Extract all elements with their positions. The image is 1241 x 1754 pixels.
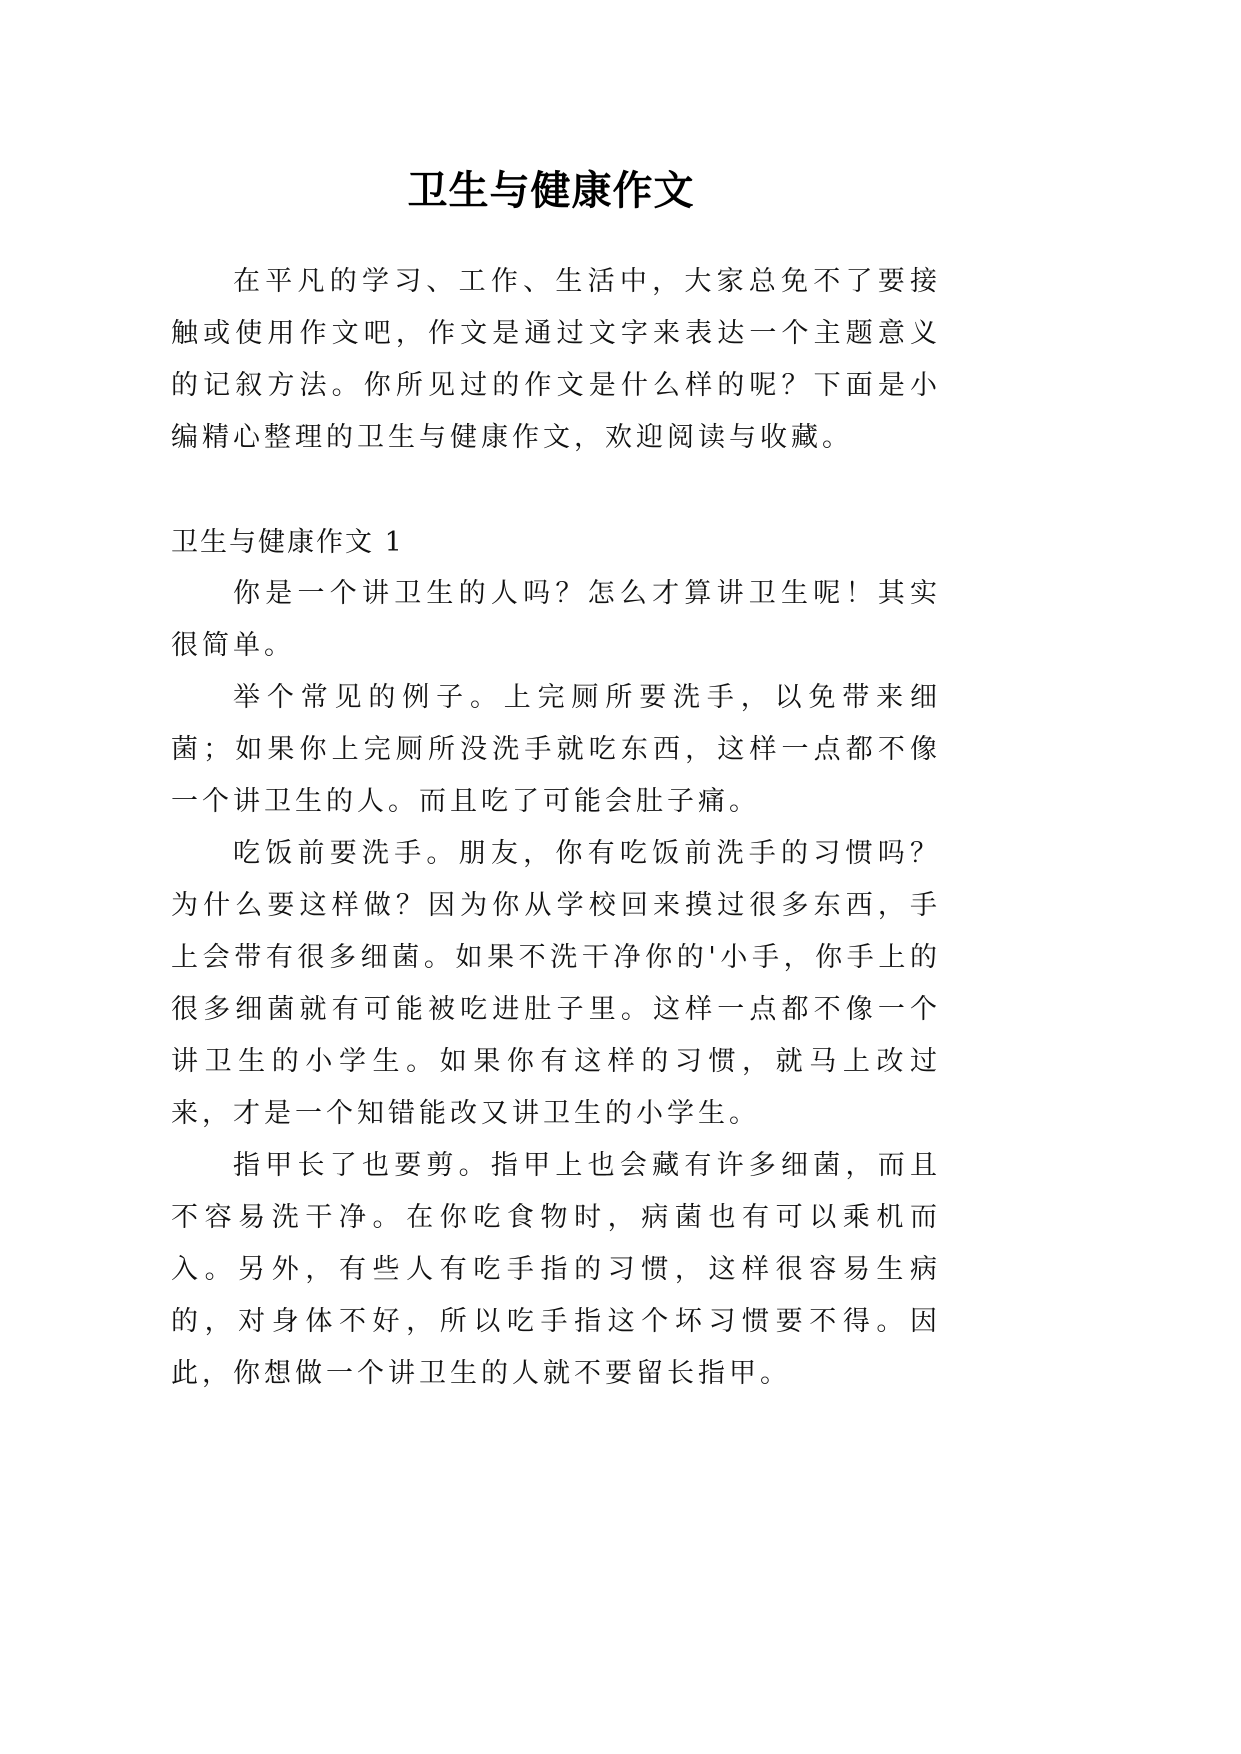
body-paragraph-3: 吃饭前要洗手。朋友，你有吃饭前洗手的习惯吗？为什么要这样做？因为你从学校回来摸过很多东西，手上会带有很多细菌。如果不洗干净你的'小手，你手上的很多细菌就有可能被吃进肚子里。这样一点都不像一个讲卫生的小学生。如果你有这样的习惯，就马上改过来，才是一个知错能改又讲卫生的小学生。 <box>171 838 941 1129</box>
intro-paragraph: 在平凡的学习、工作、生活中，大家总免不了要接触或使用作文吧，作文是通过文字来表达一个主题意义的记叙方法。你所见过的作文是什么样的呢？下面是小编精心整理的卫生与健康作文，欢迎阅读与收藏。 <box>171 266 941 453</box>
body-paragraph-4: 指甲长了也要剪。指甲上也会藏有许多细菌，而且不容易洗干净。在你吃食物时，病菌也有可以乘机而入。另外，有些人有吃手指的习惯，这样很容易生病的，对身体不好，所以吃手指这个坏习惯要不得。因此，你想做一个讲卫生的人就不要留长指甲。 <box>171 1150 941 1389</box>
body-paragraph-2: 举个常见的例子。上完厕所要洗手，以免带来细菌；如果你上完厕所没洗手就吃东西，这样一点都不像一个讲卫生的人。而且吃了可能会肚子痛。 <box>171 682 941 817</box>
section-heading: 卫生与健康作文 1 <box>171 527 404 558</box>
body-paragraph-1: 你是一个讲卫生的人吗？怎么才算讲卫生呢！其实很简单。 <box>171 578 941 661</box>
document-title: 卫生与健康作文 <box>407 167 695 214</box>
